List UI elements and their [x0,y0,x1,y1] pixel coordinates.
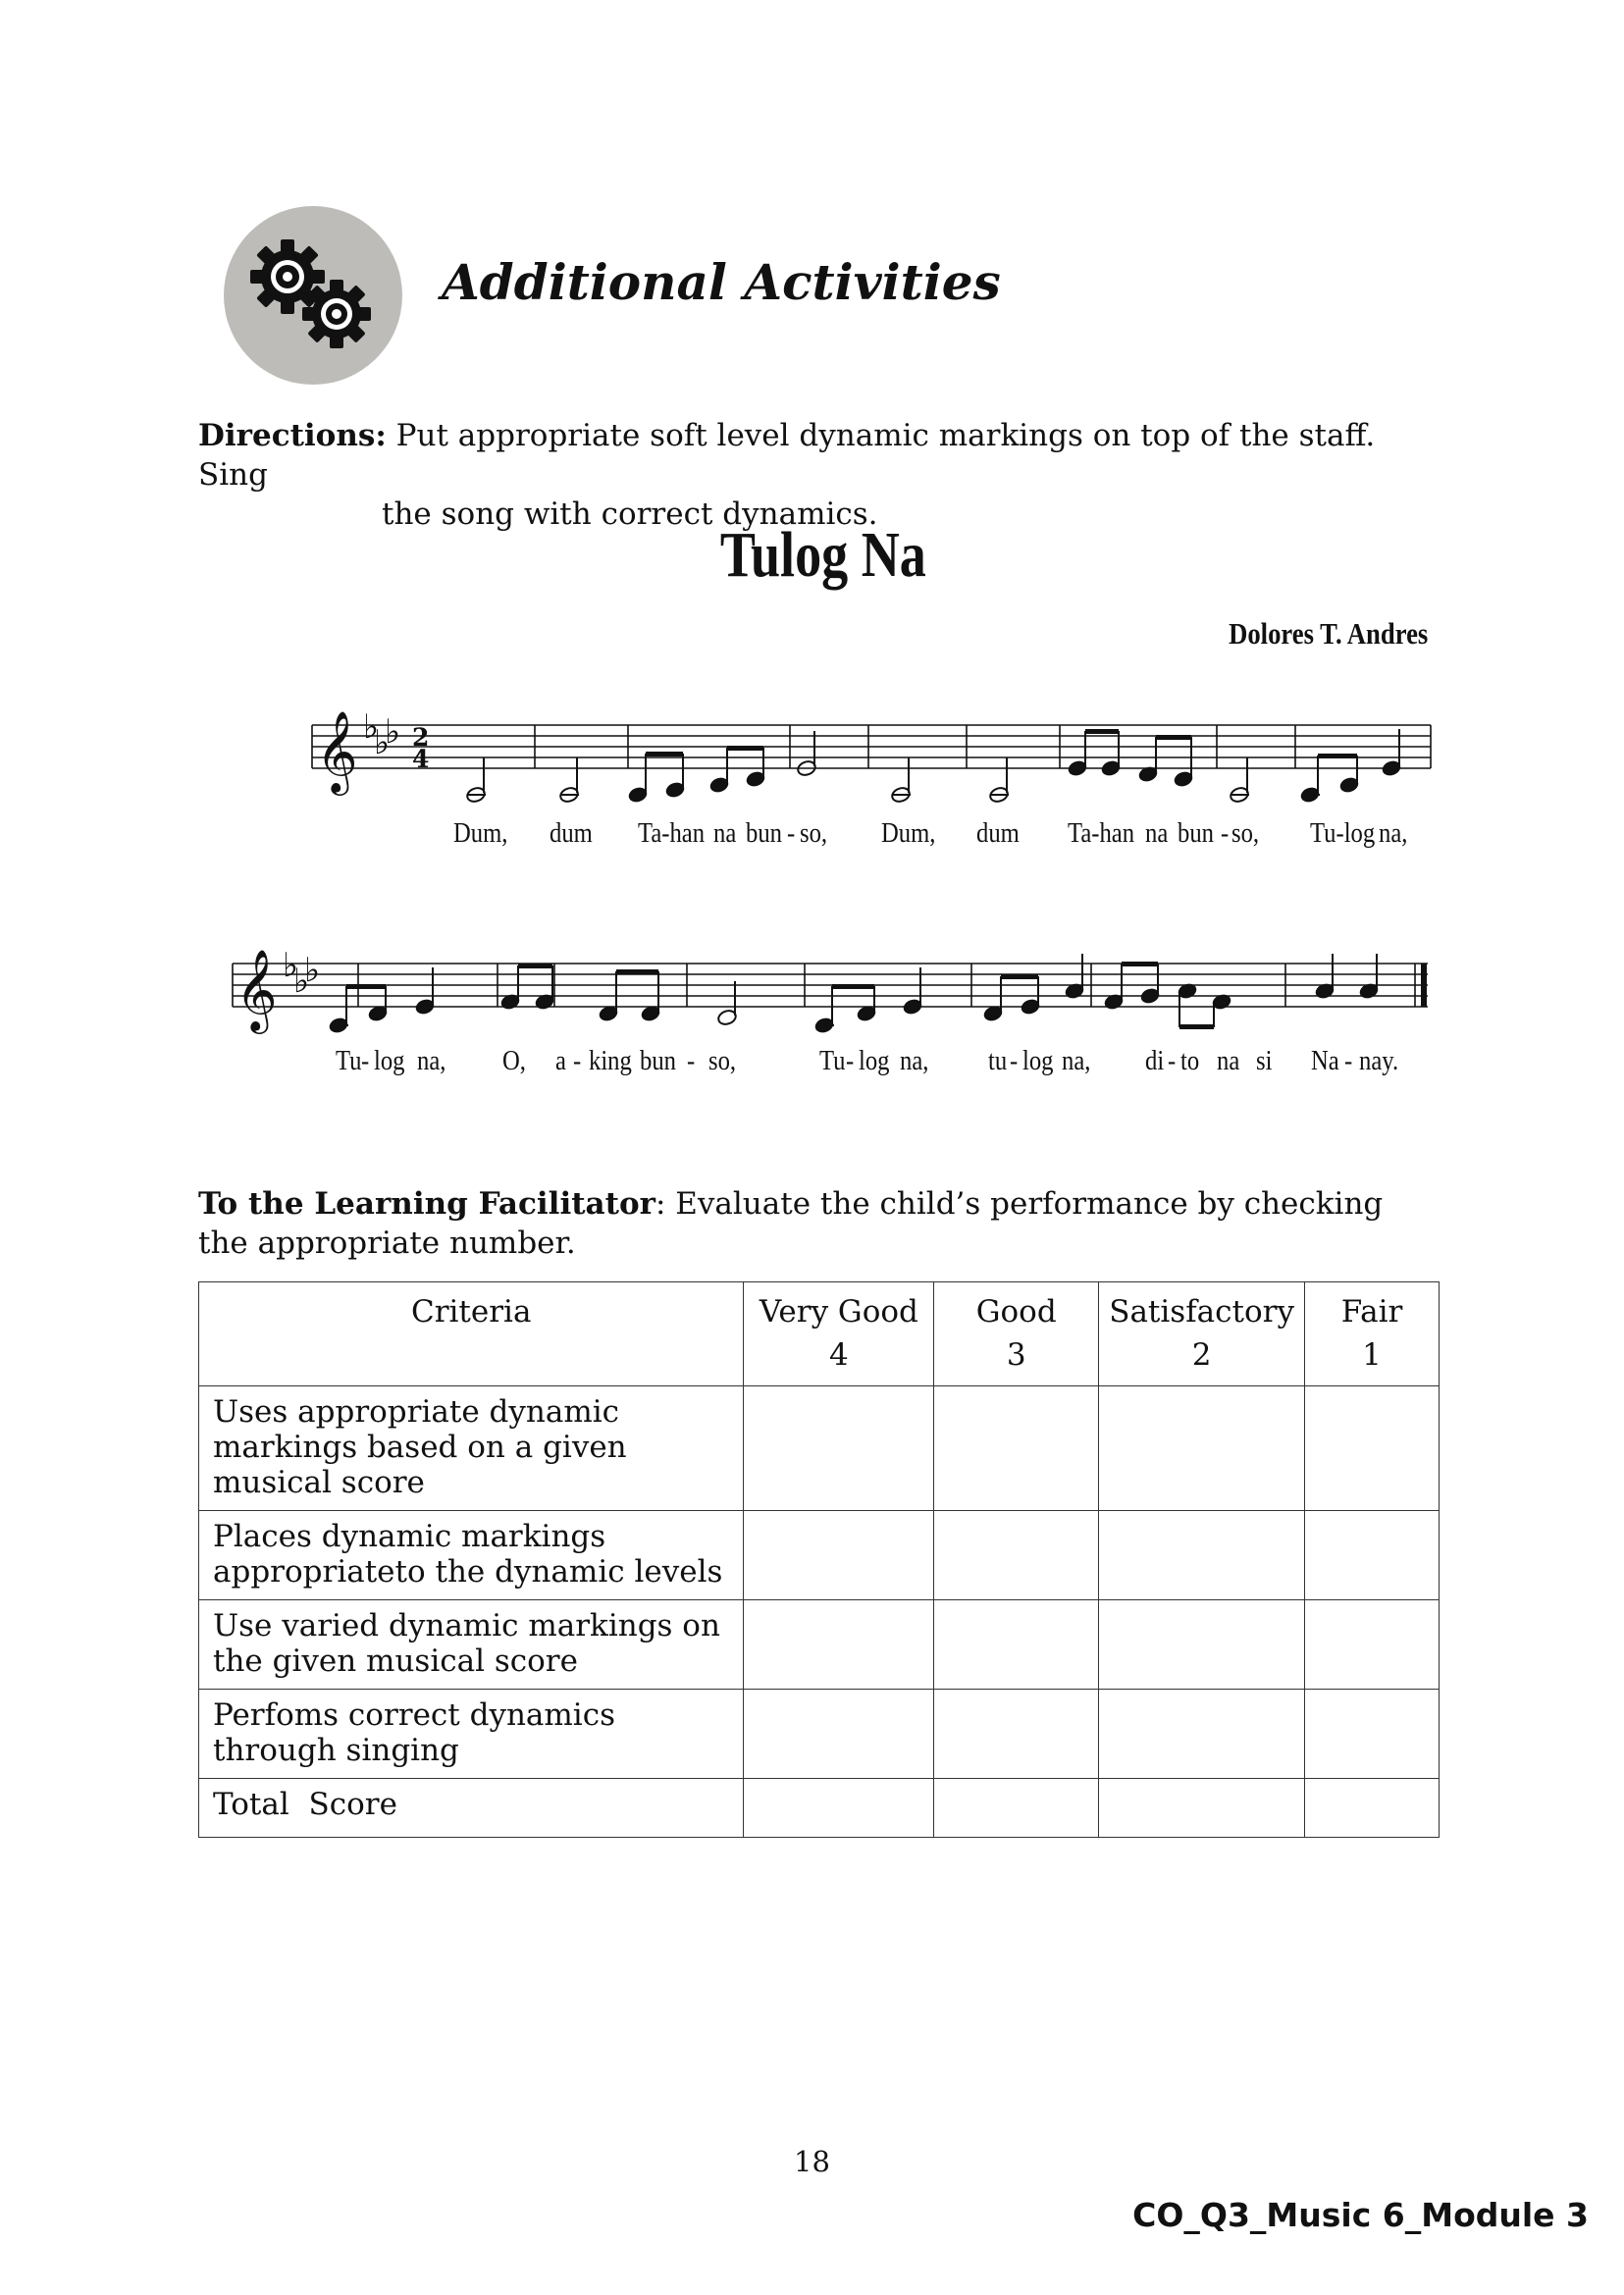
table-row [199,1600,1440,1690]
lyric-syllable: a [555,1046,566,1076]
music-score [0,0,1624,1128]
score-cell[interactable] [934,1690,1099,1779]
lyric-syllable: O, [502,1046,526,1076]
header-criteria: Criteria [199,1282,744,1386]
rubric-table [198,1281,1440,1838]
table-row [199,1511,1440,1600]
lyric-syllable: - [1221,818,1230,849]
treble-clef-icon-2: 𝄞 [236,948,278,1030]
final-barline [1421,964,1427,1007]
lyric-syllable: Tu [819,1046,846,1076]
header-fair: Fair 1 [1305,1282,1440,1386]
lyric-syllable: Tu-log [1310,818,1376,849]
score-cell[interactable] [1099,1600,1305,1690]
facilitator-text: : Evaluate the child’s performance by checking the appropriate number. [198,1186,1384,1261]
lyric-syllable: na, [417,1046,446,1076]
total-score-cell: Total Score [199,1779,744,1838]
svg-text:♭: ♭ [293,962,310,1001]
staff-2 [233,964,1428,1007]
lyric-syllable: - [1168,1046,1177,1076]
svg-text:♭: ♭ [385,712,401,752]
score-cell[interactable] [934,1386,1099,1511]
table-row-total [199,1779,1440,1838]
lyric-syllable: na [1145,818,1169,849]
criteria-cell: Uses appropriate dynamic markings based on a given musical score [199,1386,744,1511]
lyric-syllable: log [1022,1046,1054,1076]
lyric-syllable: Ta-han [638,818,706,849]
lyric-syllable: dum [550,818,593,849]
staff-1 [312,725,1431,768]
svg-text:♭: ♭ [374,723,391,762]
header-satisfactory: Satisfactory 2 [1099,1282,1305,1386]
lyric-syllable: na [713,818,737,849]
score-cell[interactable] [1305,1779,1440,1838]
directions-label: Directions: [198,418,387,453]
lyric-syllable: so, [800,818,828,849]
section-title: Additional Activities [442,253,1001,311]
score-cell[interactable] [744,1600,934,1690]
lyric-syllable: Ta-han [1068,818,1135,849]
table-row [199,1386,1440,1511]
lyric-syllable: - [846,1046,855,1076]
lyric-syllable: - [1344,1046,1353,1076]
lyric-syllable: bun [640,1046,676,1076]
lyric-syllable: Na [1311,1046,1339,1076]
module-footer: CO_Q3_Music 6_Module 3 [1132,2196,1589,2234]
lyric-syllable: so, [708,1046,737,1076]
lyric-syllable: to [1180,1046,1200,1076]
score-cell[interactable] [1305,1511,1440,1600]
score-cell[interactable] [1099,1779,1305,1838]
lyric-syllable: log [374,1046,405,1076]
lyric-syllable: tu [988,1046,1008,1076]
lyric-syllable: si [1256,1046,1273,1076]
svg-text:♭: ♭ [304,951,321,990]
score-cell[interactable] [744,1690,934,1779]
score-cell[interactable] [744,1511,934,1600]
key-signature-flat-icons [363,707,400,762]
lyric-syllable: log [859,1046,890,1076]
notes-staff-1 [465,729,1401,804]
score-cell[interactable] [1305,1690,1440,1779]
composer: Dolores T. Andres [1228,616,1428,651]
key-signature-flat-icons-2 [283,946,320,1001]
lyric-syllable: - [1010,1046,1019,1076]
header-good: Good 3 [934,1282,1099,1386]
lyric-syllable: king [589,1046,632,1076]
score-cell[interactable] [934,1600,1099,1690]
lyric-syllable: - [687,1046,696,1076]
score-cell[interactable] [1099,1690,1305,1779]
facilitator-instructions [198,1184,1435,1263]
time-signature [412,723,429,773]
table-row [199,1690,1440,1779]
lyric-syllable: na [1217,1046,1240,1076]
time-sig-top: 2 [412,723,430,752]
lyric-syllable: bun [1178,818,1214,849]
lyric-syllable: na, [1062,1046,1091,1076]
lyric-syllable: Tu [336,1046,362,1076]
lyric-syllable: nay. [1359,1046,1399,1076]
score-cell[interactable] [744,1779,934,1838]
score-cell[interactable] [934,1779,1099,1838]
song-title: Tulog Na [719,519,926,591]
score-cell[interactable] [744,1386,934,1511]
notes-staff-2 [329,954,1379,1034]
rubric-header-row [199,1282,1440,1386]
lyric-syllable: bun [746,818,782,849]
score-cell[interactable] [1099,1511,1305,1600]
score-cell[interactable] [934,1511,1099,1600]
criteria-cell: Perfoms correct dynamics through singing [199,1690,744,1779]
lyric-syllable: so, [1231,818,1260,849]
lyric-syllable: na, [1379,818,1408,849]
score-cell[interactable] [1305,1386,1440,1511]
score-cell[interactable] [1305,1600,1440,1690]
facilitator-label: To the Learning Facilitator [198,1186,655,1222]
treble-clef-icon: 𝄞 [316,709,358,792]
time-sig-bottom: 4 [412,745,430,773]
lyric-syllable: dum [976,818,1020,849]
criteria-cell: Use varied dynamic markings on the given musical score [199,1600,744,1690]
lyric-syllable: na, [900,1046,929,1076]
lyric-syllable: di [1145,1046,1165,1076]
score-cell[interactable] [1099,1386,1305,1511]
lyric-syllable: Dum, [453,818,508,849]
directions-text-line1: Put appropriate soft level dynamic markings on top of the staff. Sing [198,418,1376,493]
lyric-syllable: - [573,1046,582,1076]
lyric-syllable: - [361,1046,370,1076]
lyric-syllable: Dum, [881,818,936,849]
page-number: 18 [794,2145,830,2178]
directions-text-line2: the song with correct dynamics. [382,496,878,532]
header-very-good: Very Good 4 [744,1282,934,1386]
svg-text:♭: ♭ [363,707,380,747]
svg-text:♭: ♭ [283,946,299,985]
criteria-cell: Places dynamic markings appropriateto the dynamic levels [199,1511,744,1600]
lyric-syllable: - [787,818,796,849]
